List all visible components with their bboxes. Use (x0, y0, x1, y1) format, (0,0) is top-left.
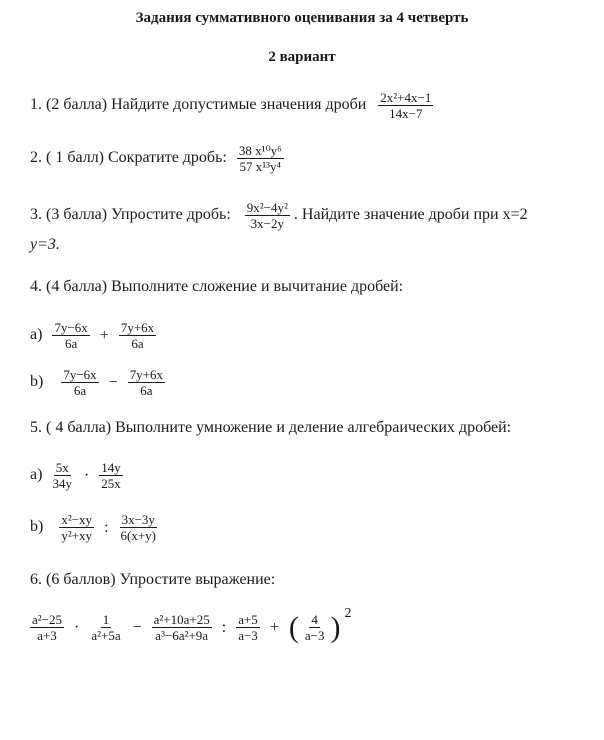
denominator: 6a (64, 336, 78, 351)
task-4a-fraction-1 (52, 320, 89, 351)
task-4b-fraction-1 (61, 367, 98, 398)
document-title: Задания суммативного оценивания за 4 четверть (135, 10, 469, 26)
denominator: 25x (101, 476, 121, 491)
task-5b (30, 512, 158, 543)
denominator: a−3 (238, 628, 258, 643)
numerator: a²−25 (32, 612, 62, 627)
task-5b-label: b) (30, 518, 44, 536)
exponent: 2 (344, 606, 352, 621)
task-4b-fraction-2 (128, 367, 165, 398)
task-6-expression (30, 606, 352, 644)
task-6-heading: 6. (6 баллов) Упростите выражение: (30, 571, 276, 588)
task-6-fraction-3 (152, 612, 212, 643)
numerator: 14y (101, 460, 121, 475)
denominator: a+3 (37, 628, 57, 643)
task-3 (30, 200, 528, 231)
numerator: 3x−3y (121, 512, 155, 527)
task-5a-fraction-1 (50, 460, 74, 491)
task-4a-label: a) (30, 326, 43, 344)
task-3-text: 3. (3 балла) Упростите дробь: (30, 206, 231, 224)
denominator: y²+xy (61, 528, 93, 543)
task-4a (30, 320, 156, 351)
denominator: 6a (131, 336, 144, 351)
minus-operator: − (108, 373, 118, 391)
plus-operator: + (269, 618, 279, 636)
numerator: a+5 (238, 612, 258, 627)
task-3-denominator: 3x−2y (250, 216, 284, 231)
task-3-line2: y=3. (30, 236, 60, 253)
denominator: a³−6a²+9a (155, 628, 209, 643)
task-4b-label: b) (30, 373, 44, 391)
task-5b-fraction-1 (59, 512, 94, 543)
variant-label: 2 вариант (268, 49, 336, 65)
denominator: a²+5a (91, 628, 121, 643)
task-3-fraction (245, 200, 290, 231)
numerator: 7y+6x (129, 367, 164, 382)
minus-operator: − (132, 618, 142, 636)
task-6-fraction-5 (303, 612, 327, 643)
task-1-numerator: 2x²+4x−1 (380, 90, 432, 105)
task-1-denominator: 14x−7 (389, 106, 423, 121)
task-5a (30, 460, 123, 491)
task-4a-fraction-2 (119, 320, 156, 351)
denominator: 6(x+y) (120, 528, 157, 543)
denominator: 34y (52, 476, 72, 491)
divide-operator: : (104, 518, 109, 536)
task-5a-label: a) (30, 466, 43, 484)
numerator: 5x (55, 460, 69, 475)
task-2-text: 2. ( 1 балл) Сократите дробь: (30, 149, 227, 167)
task-2-numerator: 38 x¹⁰y⁶ (238, 143, 282, 158)
task-1-fraction (378, 90, 433, 121)
numerator: 1 (102, 612, 110, 627)
denominator: 6a (73, 383, 87, 398)
numerator: a²+10a+25 (153, 612, 210, 627)
task-4b (30, 367, 165, 398)
denominator: 6a (140, 383, 153, 398)
multiply-operator: · (74, 618, 80, 636)
task-5a-fraction-2 (99, 460, 123, 491)
right-paren: ) (330, 610, 341, 644)
numerator: x²−xy (61, 512, 93, 527)
task-6-fraction-2 (89, 612, 122, 643)
task-4-heading: 4. (4 балла) Выполните сложение и вычитание дробей: (30, 278, 404, 295)
task-1-text: 1. (2 балла) Найдите допустимые значения дроби (30, 96, 367, 114)
task-1 (30, 90, 433, 121)
task-2-denominator: 57 x¹³y⁴ (239, 159, 282, 174)
task-6-fraction-4 (236, 612, 260, 643)
task-2-fraction (237, 143, 284, 174)
task-2 (30, 143, 284, 174)
numerator: 4 (311, 612, 318, 627)
divide-operator: : (221, 618, 227, 636)
multiply-operator: · (83, 466, 90, 484)
numerator: 7y−6x (63, 367, 97, 382)
task-5-heading: 5. ( 4 балла) Выполните умножение и деление алгебраических дробей: (30, 419, 512, 436)
task-6-fraction-1 (30, 612, 64, 643)
numerator: 7y−6x (54, 320, 88, 335)
task-3-tail: . Найдите значение дроби при x=2 (293, 206, 528, 224)
task-5b-fraction-2 (119, 512, 159, 543)
plus-operator: + (99, 326, 109, 344)
task-3-numerator: 9x²−4y² (246, 200, 288, 215)
numerator: 7y+6x (120, 320, 155, 335)
denominator: a−3 (304, 628, 325, 643)
left-paren: ( (288, 610, 299, 644)
